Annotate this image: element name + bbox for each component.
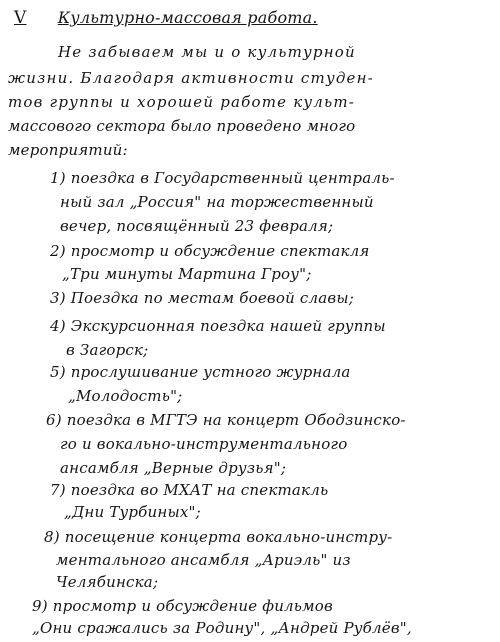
list-item-line: 6) поездка в МГТЭ на концерт Ободзинско- [46,411,406,429]
list-item-line: ансамбля „Верные друзья"; [60,459,287,477]
section-numeral: V [14,8,27,28]
list-item-line: „Молодость"; [68,387,183,405]
list-item-line: 5) прослушивание устного журнала [50,363,351,381]
list-item-line: го и вокально-инструментального [60,435,348,453]
intro-line: Не забываем мы и о культурной [58,43,356,61]
intro-line: тов группы и хорошей работе культ- [8,93,356,111]
list-item-line: 4) Экскурсионная поездка нашей группы [50,317,386,335]
intro-line: жизни. Благодаря активности студен- [8,69,374,87]
list-item-line: 8) посещение концерта вокально-инстру- [44,528,393,546]
list-item-line: Челябинска; [56,573,159,591]
list-item-line: 9) просмотр и обсуждение фильмов [32,597,333,615]
intro-line: массового сектора было проведено много [8,117,356,135]
list-item-line: 1) поездка в Государственный централь- [50,169,395,187]
list-item-line: „Они сражались за Родину", „Андрей Рублёв", [32,619,412,637]
list-item-line: 7) поездка во МХАТ на спектакль [50,481,329,499]
list-item-line: 2) просмотр и обсуждение спектакля [50,242,370,260]
list-item-line: вечер, посвящённый 23 февраля; [60,217,334,235]
list-item-line: ный зал „Россия" на торжественный [60,193,374,211]
intro-line: мероприятий: [8,141,128,159]
list-item-line: в Загорск; [66,341,149,359]
list-item-line: 3) Поездка по местам боевой славы; [50,289,355,307]
list-item-line: ментального ансамбля „Ариэль" из [56,551,351,569]
section-heading [14,8,318,28]
list-item-line: „Дни Турбиных"; [64,503,201,521]
section-title: Культурно-массовая работа. [57,8,318,27]
list-item-line: „Три минуты Мартина Гроу"; [62,265,312,283]
